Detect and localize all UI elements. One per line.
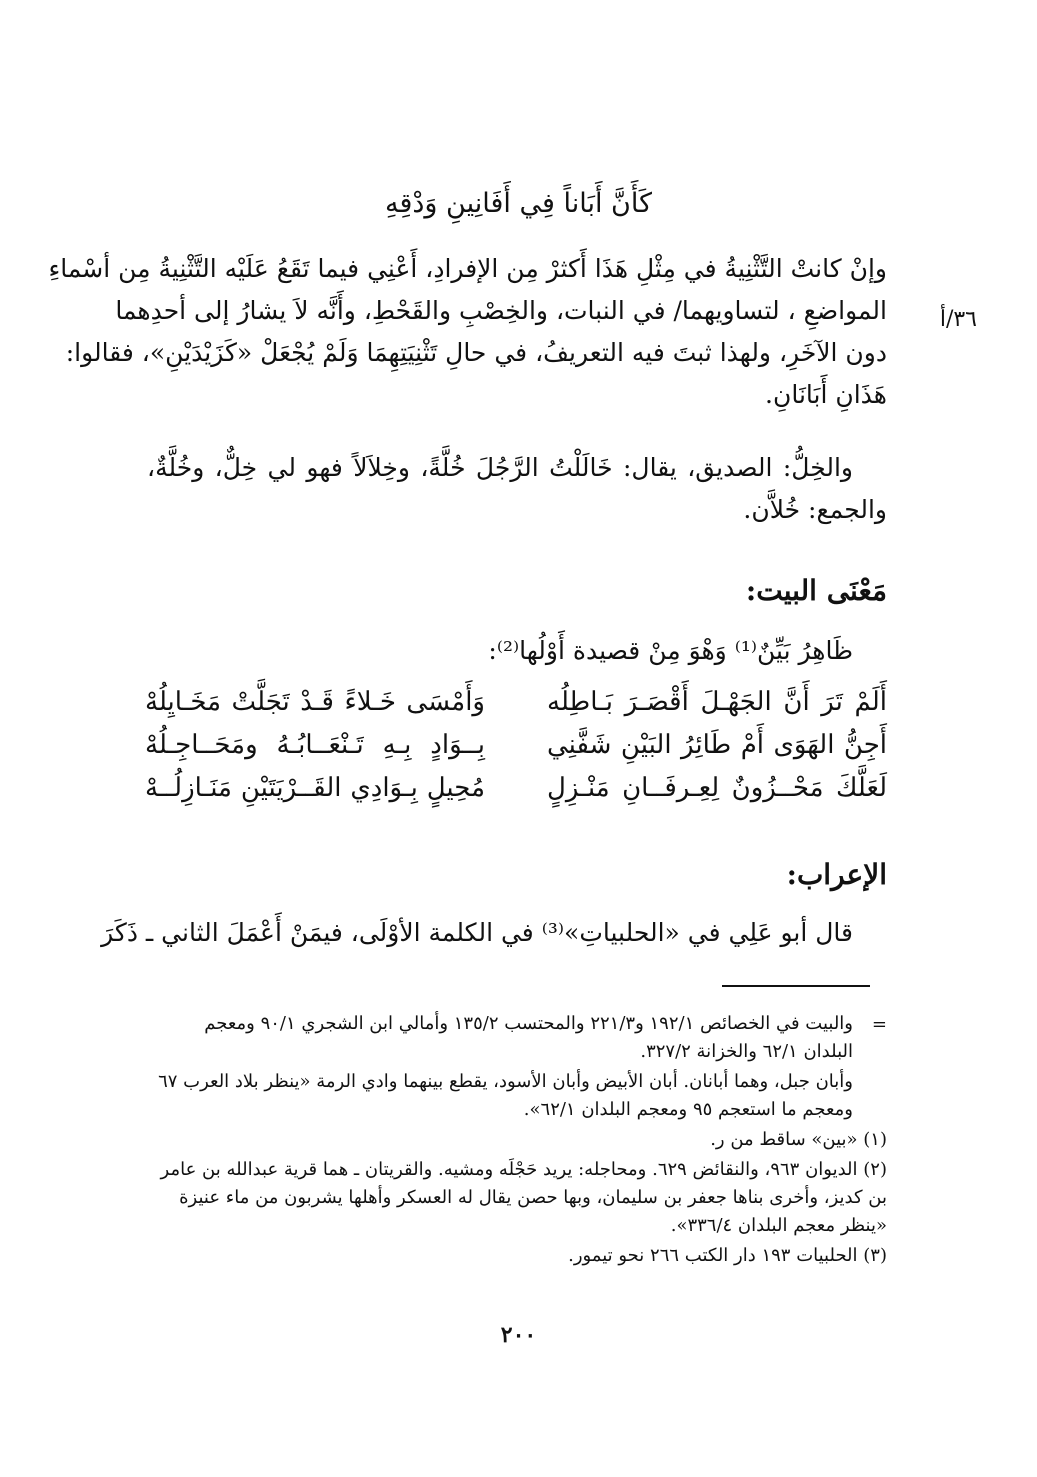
footnote-line: (٢) الديوان ٩٦٣، والنقائض ٦٢٩. ومحاجله: يريد حَجْلَه ومشيه. والقريتان ـ هما قرية عبدالله بن عامر	[160, 1159, 887, 1180]
irab-text	[101, 912, 887, 954]
hemistich-first: أَلَمْ تَرَ أَنَّ الجَهْـلَ أَقْصَـرَ بَـاطِلُه	[547, 686, 887, 717]
paragraph-line: والخِلُّ: الصديق، يقال: خَالَلْتُ الرَّجُلَ خُلَّةً، وخِلاَلاً فهو لي خِلٌّ، وخُلَّةٌ،	[147, 453, 853, 482]
hemistich-second: مُحِيلٍ بِـوَادِي القَــرْيَتَيْنِ مَنَـازِلُــهْ	[145, 772, 485, 803]
footnotes	[147, 1010, 887, 1272]
hemistich-first: لَعَلَّكَ مَحْــزُونٌ لِعِـرفَــانِ مَنْـزِلٍ	[547, 772, 887, 803]
paragraph-khill	[147, 447, 887, 531]
footnote-line: «ينظر معجم البلدان ٣٣٦/٤».	[670, 1215, 887, 1236]
footnote-continuation-marker: =	[871, 1014, 887, 1035]
poem	[145, 680, 887, 809]
footnote-2	[147, 1156, 887, 1240]
footnote-line: والبيت في الخصائص ١٩٢/١ و٢٢١/٣ والمحتسب ١٣٥/٢ وأمالي ابن الشجري ٩٠/١ ومعجم	[204, 1013, 853, 1034]
heading-irab: الإعراب:	[786, 858, 887, 891]
irab-line: قال أبو عَلِي في «الحلبياتِ»⁽³⁾ في الكلمة الأوْلَى، فيمَنْ أَعْمَلَ الثاني ـ ذَكَرَ	[101, 918, 853, 947]
paragraph-line: والجمع: خُلاَّن.	[743, 495, 887, 524]
poem-verse	[145, 723, 887, 766]
paragraph-plural	[48, 248, 887, 416]
footnote-separator	[722, 985, 870, 987]
meaning-intro	[113, 630, 853, 672]
footnote-line: وأبان جبل، وهما أبانان. أبان الأبيض وأبان الأسود، يقطع بينهما وادي الرمة «ينظر بلاد العرب ٦٧	[158, 1071, 853, 1092]
paragraph-line: دون الآخَرِ، ولهذا ثبتَ فيه التعريفُ، في حالِ تَثْنِيَتِهِمَا وَلَمْ يُجْعَلْ «كَزَيْدَيْنِ»، فقالوا:	[65, 338, 887, 367]
hemistich-second: بِــوَادٍ بِـهِ تَـنْعَــابُـهُ ومَحَــاجِـلُهْ	[145, 729, 485, 760]
margin-note: ٣٦/أ	[939, 307, 977, 332]
paragraph-line: هَذَانِ أَبَانَانِ.	[765, 380, 887, 409]
footnote-line: (١) «بين» ساقط من ر.	[710, 1129, 887, 1150]
footnote-line: ومعجم ما استعجم ٩٥ ومعجم البلدان ٦٢/١».	[523, 1099, 853, 1120]
hemistich-first: أَجِنُّ الهَوَى أَمْ طَائِرُ البَيْنِ شَفَّنِي	[547, 729, 887, 760]
footnote-1	[147, 1126, 887, 1154]
poem-verse	[145, 766, 887, 809]
page-number: ٢٠٠	[500, 1322, 537, 1348]
footnote-line: بن كديز، وأخرى بناها جعفر بن سليمان، وبها حصن يقال له العسكر وأهلها يشربون من ماء عنيزة	[179, 1187, 887, 1208]
hemistich-second: وَأَمْسَى خَـلاءً قَـدْ تَجَلَّتْ مَخَـايِلُهْ	[145, 686, 485, 717]
footnote-line: (٣) الحلبيات ١٩٣ دار الكتب ٢٦٦ نحو تيمور.	[568, 1245, 887, 1266]
paragraph-line: وإنْ كانتْ التَّثْنِيةُ في مِثْلِ هَذَا أَكثرْ مِن الإفرادِ، أَعْنِي فيما تَقَعُ عَلَيْه التَّثْنِيةُ مِن أسْماءِ	[48, 254, 887, 283]
poem-verse	[145, 680, 887, 723]
heading-meaning: مَعْنَى البيت:	[745, 574, 887, 607]
footnote-continuation	[147, 1010, 887, 1066]
footnote-3	[147, 1242, 887, 1270]
footnote-aban	[147, 1068, 887, 1124]
verse-title: كَأَنَّ أَبَاناً فِي أَفَانِينِ وَدْقِهِ	[385, 188, 652, 219]
meaning-intro-line: ظَاهِرُ بَيِّنٌ⁽¹⁾ وَهْوَ مِنْ قصيدة أَوْلُها⁽²⁾:	[488, 636, 853, 665]
paragraph-line: المواضعِ ، لتساويهما/ في النبات، والخِصْبِ والقَحْطِ، وأَنَّه لاَ يشارُ إلى أحدِهما	[115, 296, 887, 325]
footnote-line: البلدان ٦٢/١ والخزانة ٣٢٧/٢.	[640, 1041, 853, 1062]
